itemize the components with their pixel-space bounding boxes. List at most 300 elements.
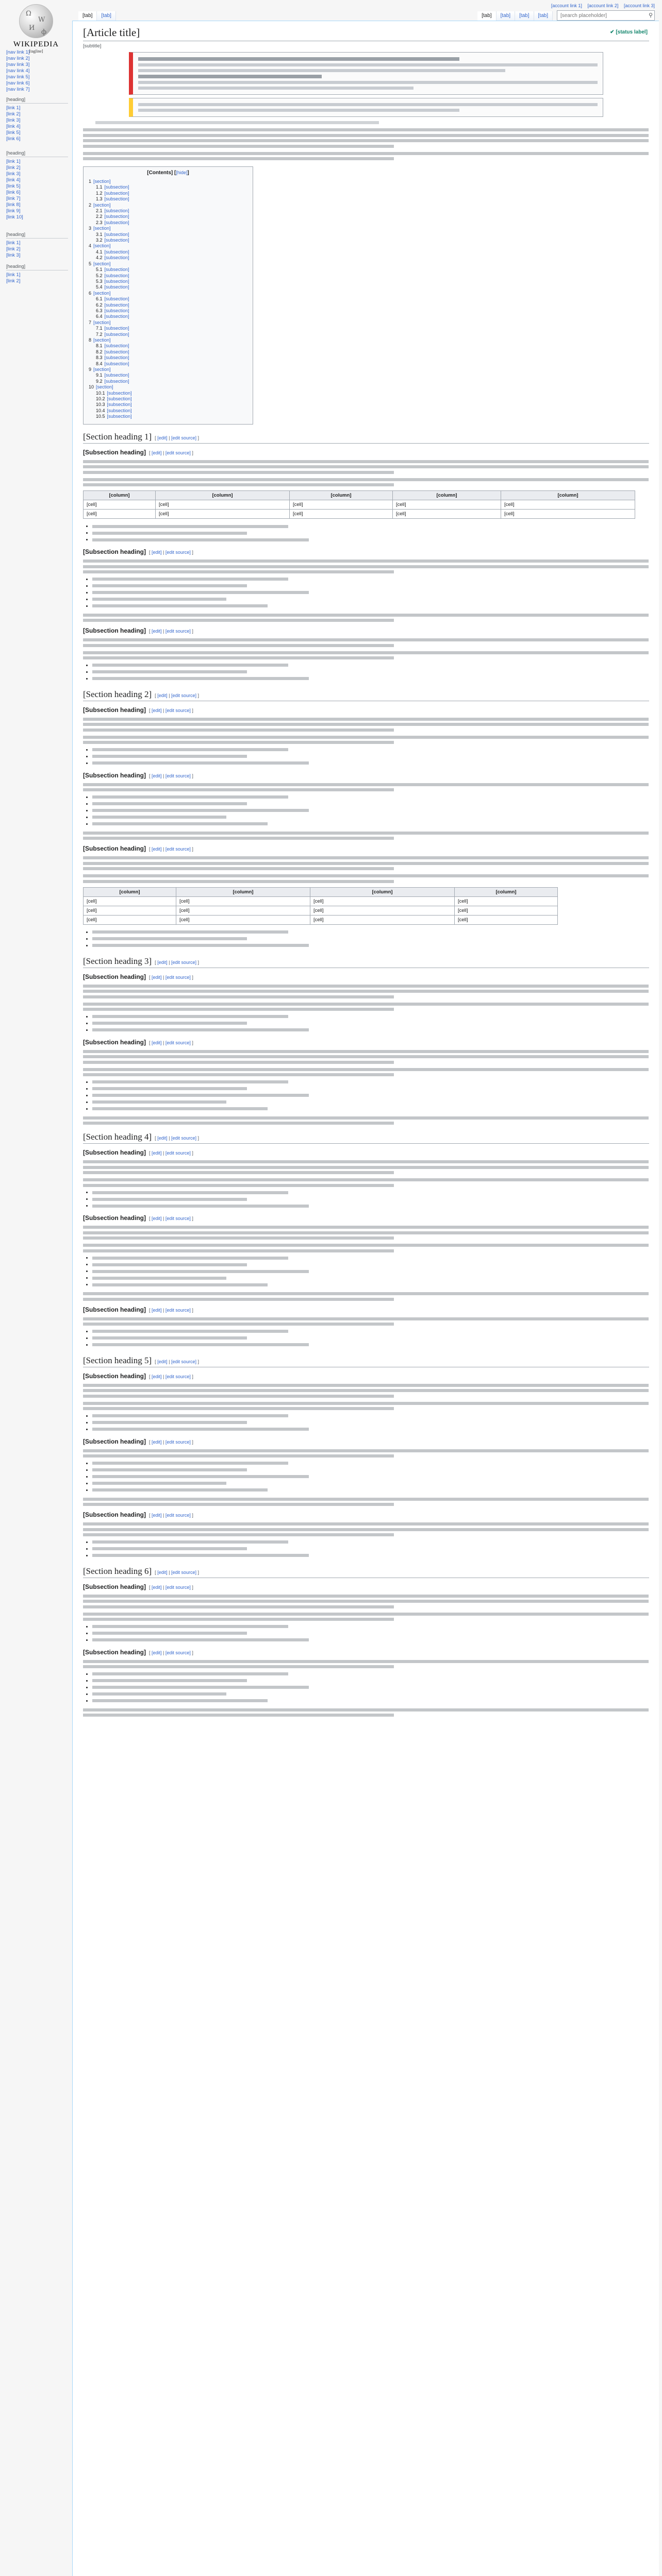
toc-item[interactable] bbox=[89, 232, 247, 238]
subsection-heading-text: [Subsection heading] bbox=[83, 1437, 146, 1445]
toc-number: 6 bbox=[89, 290, 92, 296]
sidebar-link[interactable]: [link 3] bbox=[6, 171, 21, 177]
toc-label[interactable]: [subsection] bbox=[104, 372, 129, 378]
toc-item[interactable] bbox=[89, 208, 247, 214]
subsection-heading bbox=[83, 845, 649, 852]
table-header-cell: [column] bbox=[501, 491, 635, 500]
toc-item[interactable] bbox=[89, 391, 247, 396]
edit-link[interactable]: [edit] bbox=[152, 846, 162, 852]
edit-source-link[interactable]: [edit source] bbox=[165, 1374, 191, 1379]
toc-item[interactable] bbox=[89, 179, 247, 184]
toc-item[interactable] bbox=[89, 326, 247, 331]
toc-label[interactable]: [subsection] bbox=[104, 302, 129, 308]
edit-links bbox=[149, 1308, 193, 1313]
edit-link[interactable]: [edit] bbox=[152, 707, 162, 713]
table-cell: [cell] bbox=[84, 896, 176, 906]
sidebar-link[interactable]: [link 1] bbox=[6, 272, 21, 278]
edit-link[interactable]: [edit] bbox=[152, 550, 162, 555]
edit-link[interactable]: [edit] bbox=[152, 1650, 162, 1655]
toc-label[interactable]: [subsection] bbox=[104, 361, 129, 366]
edit-bracket: ] bbox=[190, 1584, 193, 1590]
search-input[interactable] bbox=[557, 10, 655, 21]
toc-label[interactable]: [subsection] bbox=[104, 267, 129, 273]
edit-link[interactable]: [edit] bbox=[157, 692, 168, 698]
hatnote bbox=[95, 121, 611, 124]
toc-item[interactable] bbox=[89, 296, 247, 302]
edit-bracket: [ bbox=[155, 1359, 158, 1364]
list-item bbox=[92, 1552, 649, 1559]
edit-source-link[interactable]: [edit source] bbox=[171, 1569, 197, 1575]
paragraph bbox=[83, 718, 649, 732]
list-item bbox=[92, 1460, 649, 1467]
toc-item[interactable] bbox=[89, 384, 247, 390]
notice-box bbox=[129, 98, 603, 117]
list-item bbox=[92, 1027, 649, 1033]
edit-link[interactable]: [edit] bbox=[157, 1359, 168, 1364]
sidebar-link[interactable]: [link 3] bbox=[6, 117, 21, 123]
sidebar-link[interactable]: [link 7] bbox=[6, 196, 21, 201]
edit-separator: | bbox=[161, 629, 166, 634]
toc-item[interactable] bbox=[89, 249, 247, 255]
edit-links bbox=[155, 960, 199, 965]
tab-history[interactable]: [tab] bbox=[534, 11, 553, 21]
edit-bracket: ] bbox=[190, 1216, 193, 1222]
edit-separator: | bbox=[167, 1569, 172, 1575]
toc-item[interactable] bbox=[89, 402, 247, 408]
toc-number: 5.1 bbox=[96, 267, 103, 273]
sidebar-link[interactable]: [link 4] bbox=[6, 177, 21, 183]
edit-link[interactable]: [edit] bbox=[152, 1150, 162, 1156]
list-item bbox=[92, 1013, 649, 1020]
toc-label[interactable]: [section] bbox=[93, 202, 111, 208]
toc-label[interactable]: [section] bbox=[93, 243, 111, 249]
edit-link[interactable]: [edit] bbox=[152, 1216, 162, 1222]
toc-label[interactable]: [subsection] bbox=[104, 296, 129, 302]
edit-link[interactable]: [edit] bbox=[157, 435, 168, 440]
toc-label[interactable]: [subsection] bbox=[104, 331, 129, 337]
puzzle-globe-icon: Ω W И ф bbox=[19, 4, 53, 38]
edit-link[interactable]: [edit] bbox=[152, 773, 162, 778]
edit-source-link[interactable]: [edit source] bbox=[165, 1216, 191, 1222]
toc-number: 2 bbox=[89, 202, 92, 208]
account-link[interactable]: [account link 1] bbox=[551, 3, 582, 8]
table-row bbox=[84, 906, 558, 915]
edit-source-link[interactable]: [edit source] bbox=[165, 550, 191, 555]
sidebar-link[interactable]: [link 5] bbox=[6, 183, 21, 189]
paragraph bbox=[83, 783, 649, 792]
subsection-heading-text: [Subsection heading] bbox=[83, 1648, 146, 1656]
edit-link[interactable]: [edit] bbox=[152, 1439, 162, 1445]
page-subtitle: [subtitle] bbox=[83, 43, 102, 49]
toc-item[interactable] bbox=[89, 267, 247, 273]
edit-source-link[interactable]: [edit source] bbox=[165, 773, 191, 778]
edit-source-link[interactable]: [edit source] bbox=[165, 1040, 191, 1045]
subsection-heading bbox=[83, 1214, 649, 1222]
tab-edit-source[interactable]: [tab] bbox=[515, 11, 534, 21]
edit-source-link[interactable]: [edit source] bbox=[171, 959, 197, 965]
toc-item[interactable] bbox=[89, 284, 247, 290]
sidebar-link[interactable]: [link 1] bbox=[6, 240, 21, 246]
search-icon[interactable]: ⚲ bbox=[648, 12, 653, 19]
edit-link[interactable]: [edit] bbox=[152, 1374, 162, 1379]
sidebar-link[interactable]: [link 2] bbox=[6, 111, 21, 117]
account-link[interactable]: [account link 2] bbox=[587, 3, 619, 8]
toc-label[interactable]: [section] bbox=[93, 226, 111, 231]
edit-separator: | bbox=[161, 707, 166, 713]
edit-link[interactable]: [edit] bbox=[152, 1307, 162, 1313]
toc-label[interactable]: [subsection] bbox=[107, 402, 132, 408]
toc-item[interactable] bbox=[89, 332, 247, 337]
edit-source-link[interactable]: [edit source] bbox=[165, 1650, 191, 1655]
sidebar-nav-link[interactable]: [nav link 7] bbox=[6, 87, 30, 92]
table-cell: [cell] bbox=[176, 906, 310, 915]
edit-bracket: ] bbox=[190, 450, 193, 455]
sidebar-nav-link[interactable]: [nav link 3] bbox=[6, 62, 30, 67]
list-item bbox=[92, 1413, 649, 1419]
toc-item[interactable] bbox=[89, 355, 247, 361]
list-item bbox=[92, 1473, 649, 1480]
list-item bbox=[92, 1202, 649, 1209]
toc-label[interactable]: [subsection] bbox=[104, 214, 129, 219]
edit-source-link[interactable]: [edit source] bbox=[171, 692, 197, 698]
edit-links bbox=[149, 1150, 193, 1156]
toc-number: 7 bbox=[89, 319, 92, 325]
toc-number: 9.2 bbox=[96, 378, 103, 384]
edit-link[interactable]: [edit] bbox=[157, 1569, 168, 1575]
tab-read[interactable]: [tab] bbox=[477, 11, 496, 21]
edit-source-link[interactable]: [edit source] bbox=[165, 1307, 191, 1313]
edit-source-link[interactable]: [edit source] bbox=[165, 450, 191, 455]
list-item bbox=[92, 1255, 649, 1261]
toc-label[interactable]: [section] bbox=[93, 319, 111, 325]
toc-label[interactable]: [subsection] bbox=[107, 396, 132, 402]
edit-bracket: [ bbox=[149, 550, 152, 555]
edit-links bbox=[149, 975, 193, 980]
list-item bbox=[92, 1086, 649, 1092]
sidebar-link[interactable]: [link 1] bbox=[6, 159, 21, 164]
sidebar-nav-link[interactable]: [nav link 5] bbox=[6, 74, 30, 80]
subsection-heading bbox=[83, 1511, 649, 1518]
paragraph bbox=[83, 1402, 649, 1411]
edit-bracket: ] bbox=[196, 959, 200, 965]
sidebar-nav-link[interactable]: [nav link 2] bbox=[6, 56, 30, 61]
sidebar-link[interactable]: [link 6] bbox=[6, 136, 21, 142]
toc-number: 7.1 bbox=[96, 326, 103, 331]
subsection-heading-text: [Subsection heading] bbox=[83, 448, 146, 456]
table-row bbox=[84, 915, 558, 924]
edit-bracket: [ bbox=[155, 1569, 158, 1575]
sidebar-group-1 bbox=[6, 97, 68, 142]
sidebar-link[interactable]: [link 6] bbox=[6, 190, 21, 195]
sidebar-link[interactable]: [link 4] bbox=[6, 124, 21, 129]
bullet-list bbox=[83, 1079, 649, 1112]
toc-label[interactable]: [section] bbox=[93, 367, 111, 372]
toc-label[interactable]: [subsection] bbox=[107, 408, 132, 413]
tab-article[interactable]: [tab] bbox=[78, 11, 97, 21]
edit-link[interactable]: [edit] bbox=[152, 629, 162, 634]
toc-label[interactable]: [subsection] bbox=[104, 196, 129, 202]
bullet-list bbox=[83, 523, 649, 543]
bullet-list bbox=[83, 576, 649, 609]
toc-label[interactable]: [subsection] bbox=[107, 390, 132, 396]
toc-item[interactable] bbox=[89, 337, 247, 343]
list-item bbox=[92, 753, 649, 760]
toc-label[interactable]: [subsection] bbox=[107, 414, 132, 419]
toc-label[interactable]: [subsection] bbox=[104, 284, 129, 290]
toc-label[interactable]: [subsection] bbox=[104, 255, 129, 261]
table-header-cell: [column] bbox=[290, 491, 393, 500]
logo-wordmark: WIKIPEDIA bbox=[13, 40, 59, 48]
toc-item[interactable] bbox=[89, 408, 247, 414]
table-cell: [cell] bbox=[290, 510, 393, 519]
toc-item[interactable] bbox=[89, 414, 247, 419]
subsection-heading bbox=[83, 1438, 649, 1445]
list-item bbox=[92, 1480, 649, 1487]
edit-link[interactable]: [edit] bbox=[152, 1040, 162, 1045]
toc-item[interactable] bbox=[89, 279, 247, 284]
table-cell: [cell] bbox=[310, 906, 455, 915]
edit-source-link[interactable]: [edit source] bbox=[165, 629, 191, 634]
toc-item[interactable] bbox=[89, 202, 247, 208]
toc-item[interactable] bbox=[89, 291, 247, 296]
sidebar-link[interactable]: [link 2] bbox=[6, 165, 21, 171]
edit-separator: | bbox=[167, 1359, 172, 1364]
bullet-list bbox=[83, 1189, 649, 1209]
edit-separator: | bbox=[167, 959, 172, 965]
toc-label[interactable]: [subsection] bbox=[104, 273, 129, 278]
toc-label[interactable]: [subsection] bbox=[104, 355, 129, 361]
toc-label[interactable]: [subsection] bbox=[104, 326, 129, 331]
toc-label[interactable]: [subsection] bbox=[104, 238, 129, 243]
edit-bracket: ] bbox=[190, 1650, 193, 1655]
toc-item[interactable] bbox=[89, 238, 247, 243]
toc-number: 1.3 bbox=[96, 196, 103, 202]
toc-hide-toggle[interactable]: [hide] bbox=[176, 170, 188, 175]
toc-number: 10.3 bbox=[96, 402, 105, 408]
table-header-cell: [column] bbox=[455, 887, 558, 896]
edit-source-link[interactable]: [edit source] bbox=[165, 1584, 191, 1590]
edit-bracket: ] bbox=[190, 1374, 193, 1379]
table-row bbox=[84, 510, 635, 519]
toc-label[interactable]: [subsection] bbox=[104, 378, 129, 384]
toc-item[interactable] bbox=[89, 379, 247, 384]
toc-item[interactable] bbox=[89, 243, 247, 249]
sidebar-nav-link[interactable]: [nav link 6] bbox=[6, 80, 30, 86]
paragraph bbox=[83, 1292, 649, 1301]
list-item bbox=[92, 675, 649, 682]
sidebar-link[interactable]: [link 1] bbox=[6, 105, 21, 111]
list-item bbox=[92, 536, 649, 543]
edit-link[interactable]: [edit] bbox=[157, 1136, 168, 1141]
list-item bbox=[92, 747, 649, 753]
tab-discussion[interactable]: [tab] bbox=[97, 11, 115, 21]
sighted-status-badge[interactable] bbox=[610, 29, 648, 35]
edit-bracket: ] bbox=[196, 692, 200, 698]
toc-label[interactable]: [subsection] bbox=[104, 308, 129, 313]
toc-item[interactable] bbox=[89, 396, 247, 402]
toc-number: 2.2 bbox=[96, 214, 103, 219]
toc-label[interactable]: [subsection] bbox=[104, 208, 129, 214]
section-heading bbox=[83, 1566, 649, 1578]
sidebar-nav-link[interactable]: [nav link 1] bbox=[6, 49, 30, 55]
list-item bbox=[92, 1335, 649, 1342]
section-heading-text: [Section heading 3] bbox=[83, 956, 152, 966]
toc-label[interactable]: [subsection] bbox=[104, 184, 129, 190]
toc-item[interactable] bbox=[89, 261, 247, 267]
edit-source-link[interactable]: [edit source] bbox=[165, 1150, 191, 1156]
paragraph bbox=[83, 736, 649, 744]
toc-label[interactable]: [section] bbox=[93, 179, 111, 184]
toc-label[interactable]: [section] bbox=[93, 290, 111, 296]
toc-item[interactable] bbox=[89, 349, 247, 355]
sidebar-link[interactable]: [link 10] bbox=[6, 214, 23, 220]
toc-item[interactable] bbox=[89, 191, 247, 196]
edit-link[interactable]: [edit] bbox=[152, 1513, 162, 1518]
wikipedia-logo[interactable] bbox=[11, 4, 61, 54]
toc-label[interactable]: [subsection] bbox=[104, 231, 129, 237]
edit-source-link[interactable]: [edit source] bbox=[171, 435, 197, 440]
toc-item[interactable] bbox=[89, 314, 247, 319]
table-cell: [cell] bbox=[310, 915, 455, 924]
edit-link[interactable]: [edit] bbox=[152, 450, 162, 455]
bullet-list bbox=[83, 1671, 649, 1704]
toc-label[interactable]: [subsection] bbox=[104, 343, 129, 349]
edit-bracket: ] bbox=[190, 1040, 193, 1045]
edit-links bbox=[149, 550, 193, 555]
toc-label[interactable]: [subsection] bbox=[104, 249, 129, 255]
sidebar-link[interactable]: [link 2] bbox=[6, 246, 21, 252]
sidebar-link[interactable]: [link 8] bbox=[6, 202, 21, 208]
table-of-contents: [Contents] [[hide]] 1 [section] 1.1 [subsection] 1.2 [subsection] 1.3 [subsection] 2 [section] 2.1 [subsection] 2.2 [subsection] 2.3 [subsection] 3 [section] 3.1 [subsection] 3.2 [subsection] 4 [section] 4.1 [subsection] 4.2 [subsection] 5 [section] 5.1 [subsection] 5.2 [subsection] 5.3 [subsection] 5.4 [subsection] 6 [section] 6.1 [subsection] 6.2 [subsection] 6.3 [subsection] 6.4 [subsection] 7 [section] 7.1 [subsection] 7.2 [subsection] 8 [section] 8.1 [subsection] 8.2 [subsection] 8.3 [subsection] 8.4 [subsection] 9 [section] 9.1 [subsection] 9.2 [subsection] 10 [section] 10.1 [subsection] 10.2 [subsection] 10.3 [subsection] 10.4 [subsection] 10.5 [subsection] bbox=[83, 166, 253, 425]
toc-item[interactable] bbox=[89, 214, 247, 219]
list-item bbox=[92, 1677, 649, 1684]
list-item bbox=[92, 1092, 649, 1099]
edit-bracket: ] bbox=[190, 1439, 193, 1445]
list-item bbox=[92, 576, 649, 583]
toc-number: 3 bbox=[89, 226, 92, 231]
paragraph bbox=[83, 1595, 649, 1608]
toc-label[interactable]: [subsection] bbox=[104, 349, 129, 354]
sidebar-group-4 bbox=[6, 264, 68, 284]
toc-number: 7.2 bbox=[96, 331, 103, 337]
toc-item[interactable] bbox=[89, 308, 247, 314]
toc-label[interactable]: [section] bbox=[96, 384, 113, 390]
account-link[interactable]: [account link 3] bbox=[623, 3, 655, 8]
toc-number: 8.4 bbox=[96, 361, 103, 366]
toc-number: 1 bbox=[89, 179, 92, 184]
toc-number: 5.2 bbox=[96, 273, 103, 278]
article-content bbox=[72, 21, 659, 2576]
edit-source-link[interactable]: [edit source] bbox=[165, 1439, 191, 1445]
list-item bbox=[92, 1546, 649, 1552]
bullet-list bbox=[83, 1328, 649, 1348]
toc-label[interactable]: [subsection] bbox=[104, 278, 129, 284]
edit-link[interactable]: [edit] bbox=[157, 959, 168, 965]
edit-bracket: ] bbox=[196, 1136, 200, 1141]
toc-item[interactable] bbox=[89, 220, 247, 226]
sidebar-link[interactable]: [link 5] bbox=[6, 130, 21, 135]
table-row bbox=[84, 896, 558, 906]
edit-source-link[interactable]: [edit source] bbox=[165, 846, 191, 852]
edit-separator: | bbox=[161, 1650, 166, 1655]
table-cell: [cell] bbox=[84, 510, 156, 519]
edit-bracket: [ bbox=[149, 1150, 152, 1156]
toc-label[interactable]: [section] bbox=[93, 261, 111, 266]
view-tabs bbox=[477, 11, 553, 21]
toc-item[interactable] bbox=[89, 302, 247, 308]
toc-item[interactable] bbox=[89, 226, 247, 231]
sidebar-link[interactable]: [link 2] bbox=[6, 278, 21, 284]
sidebar-link[interactable]: [link 3] bbox=[6, 252, 21, 258]
toc-item[interactable] bbox=[89, 372, 247, 378]
sidebar-group-heading: [heading] bbox=[6, 97, 68, 104]
toc-item[interactable] bbox=[89, 255, 247, 261]
check-icon: ✔ bbox=[610, 29, 615, 35]
list-item bbox=[92, 1328, 649, 1335]
toc-item[interactable] bbox=[89, 273, 247, 279]
subsection-heading bbox=[83, 1039, 649, 1046]
edit-separator: | bbox=[167, 435, 172, 440]
toc-label[interactable]: [subsection] bbox=[104, 190, 129, 196]
toc-label[interactable]: [subsection] bbox=[104, 314, 129, 319]
toc-item[interactable] bbox=[89, 367, 247, 372]
paragraph bbox=[83, 1498, 649, 1506]
toc-item[interactable] bbox=[89, 361, 247, 367]
sidebar bbox=[0, 0, 72, 2576]
toc-number: 9.1 bbox=[96, 372, 103, 378]
table-header-cell: [column] bbox=[310, 887, 455, 896]
toc-item[interactable] bbox=[89, 320, 247, 326]
toc-number: 10.1 bbox=[96, 390, 105, 396]
toc-item[interactable] bbox=[89, 343, 247, 349]
subsection-heading bbox=[83, 1583, 649, 1590]
list-item bbox=[92, 794, 649, 801]
edit-source-link[interactable]: [edit source] bbox=[171, 1136, 197, 1141]
toc-label[interactable]: [subsection] bbox=[104, 219, 129, 225]
edit-bracket: [ bbox=[155, 692, 158, 698]
toc-number: 4.2 bbox=[96, 255, 103, 261]
edit-bracket: [ bbox=[149, 629, 152, 634]
tab-edit[interactable]: [tab] bbox=[496, 11, 515, 21]
edit-link[interactable]: [edit] bbox=[152, 974, 162, 980]
edit-link[interactable]: [edit] bbox=[152, 1584, 162, 1590]
subsection-heading bbox=[83, 548, 649, 555]
toc-number: 3.1 bbox=[96, 231, 103, 237]
toc-number: 4 bbox=[89, 243, 92, 249]
edit-source-link[interactable]: [edit source] bbox=[165, 1513, 191, 1518]
toc-label[interactable]: [section] bbox=[93, 337, 111, 343]
edit-source-link[interactable]: [edit source] bbox=[165, 974, 191, 980]
paragraph bbox=[83, 1068, 649, 1077]
edit-links bbox=[149, 1216, 193, 1221]
toc-item[interactable] bbox=[89, 184, 247, 190]
toc-item[interactable] bbox=[89, 196, 247, 202]
sidebar-link[interactable]: [link 9] bbox=[6, 208, 21, 214]
toc-number: 2.3 bbox=[96, 219, 103, 225]
article-sections bbox=[83, 432, 649, 1717]
bullet-list bbox=[83, 794, 649, 827]
edit-bracket: [ bbox=[149, 1216, 152, 1222]
edit-bracket: ] bbox=[190, 846, 193, 852]
edit-source-link[interactable]: [edit source] bbox=[171, 1359, 197, 1364]
edit-source-link[interactable]: [edit source] bbox=[165, 707, 191, 713]
list-item bbox=[92, 814, 649, 821]
section-heading-text: [Section heading 6] bbox=[83, 1566, 152, 1576]
list-item bbox=[92, 1275, 649, 1281]
sidebar-nav-link[interactable]: [nav link 4] bbox=[6, 68, 30, 74]
section-heading-text: [Section heading 5] bbox=[83, 1355, 152, 1365]
list-item bbox=[92, 1630, 649, 1637]
